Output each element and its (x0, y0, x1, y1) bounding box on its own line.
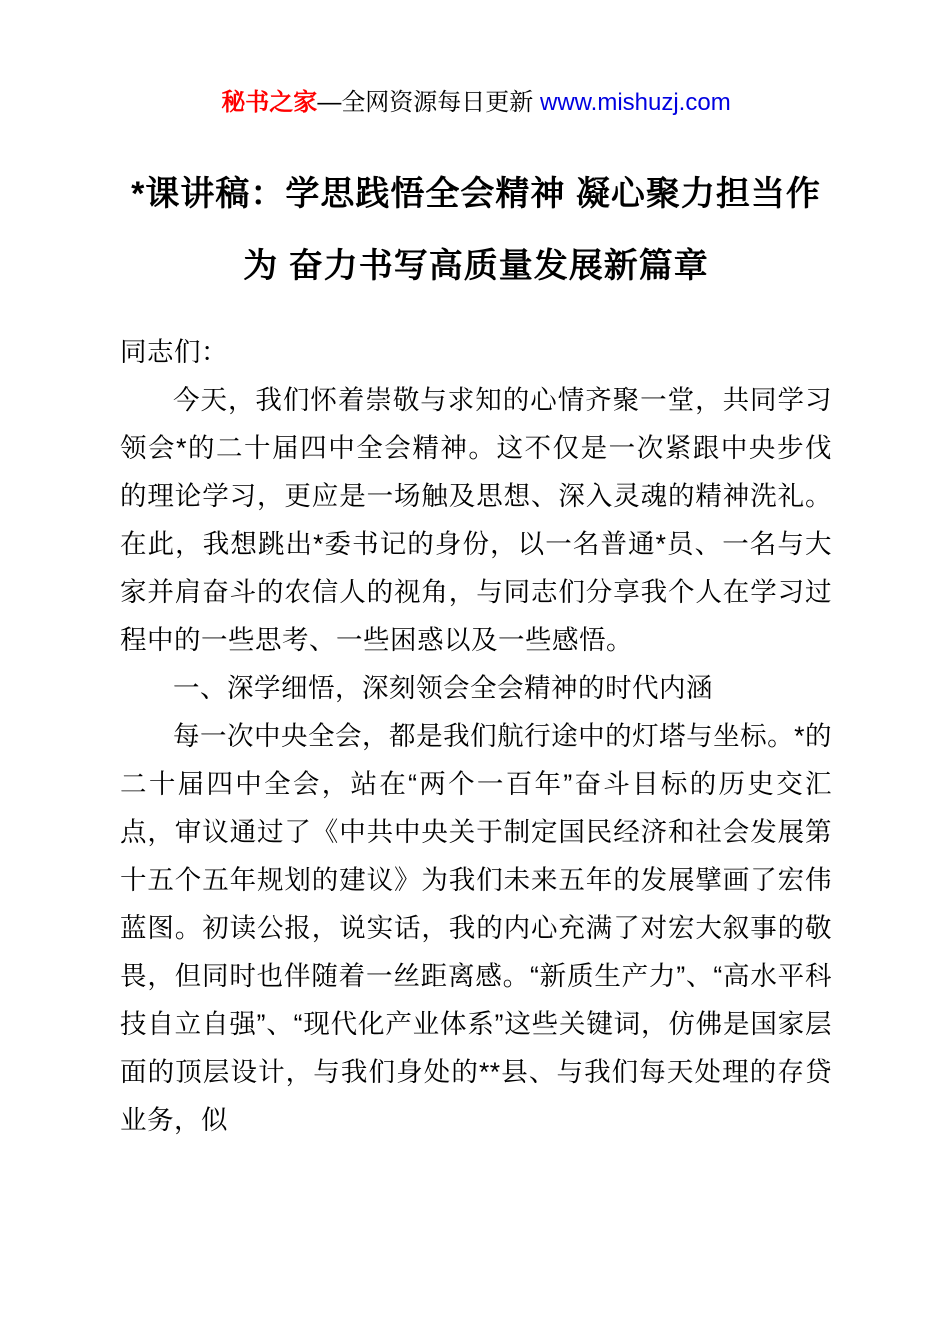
site-brand: 秘书之家 (221, 89, 318, 116)
section-heading: 一、深学细悟，深刻领会全会精神的时代内涵 (173, 673, 713, 703)
document-body (120, 328, 832, 1144)
document-title: *课讲稿：学思践悟全会精神 凝心聚力担当作为 奋力书写高质量发展新篇章 (131, 175, 821, 285)
site-url-link[interactable]: www.mishuzj.com (539, 89, 731, 116)
site-header (120, 88, 832, 118)
salutation: 同志们： (120, 337, 228, 367)
section-paragraph: 每一次中央全会，都是我们航行途中的灯塔与坐标。*的二十届四中全会，站在“两个一百年”奋斗目标的历史交汇点，审议通过了《中共中央关于制定国民经济和社会发展第十五个五年规划的建议》为我们未来五年的发展擘画了宏伟蓝图。初读公报，说实话，我的内心充满了对宏大叙事的敬畏，但同时也伴随着一丝距离感。“新质生产力”、“高水平科技自立自强”、“现代化产业体系”这些关键词，仿佛是国家层面的顶层设计，与我们身处的**县、与我们每天处理的存贷业务，似 (120, 721, 832, 1135)
site-tagline: —全网资源每日更新 (317, 89, 540, 116)
intro-paragraph: 今天，我们怀着崇敬与求知的心情齐聚一堂，共同学习领会*的二十届四中全会精神。这不仅是一次紧跟中央步伐的理论学习，更应是一场触及思想、深入灵魂的精神洗礼。在此，我想跳出*委书记的身份，以一名普通*员、一名与大家并肩奋斗的农信人的视角，与同志们分享我个人在学习过程中的一些思考、一些困惑以及一些感悟。 (120, 385, 832, 655)
